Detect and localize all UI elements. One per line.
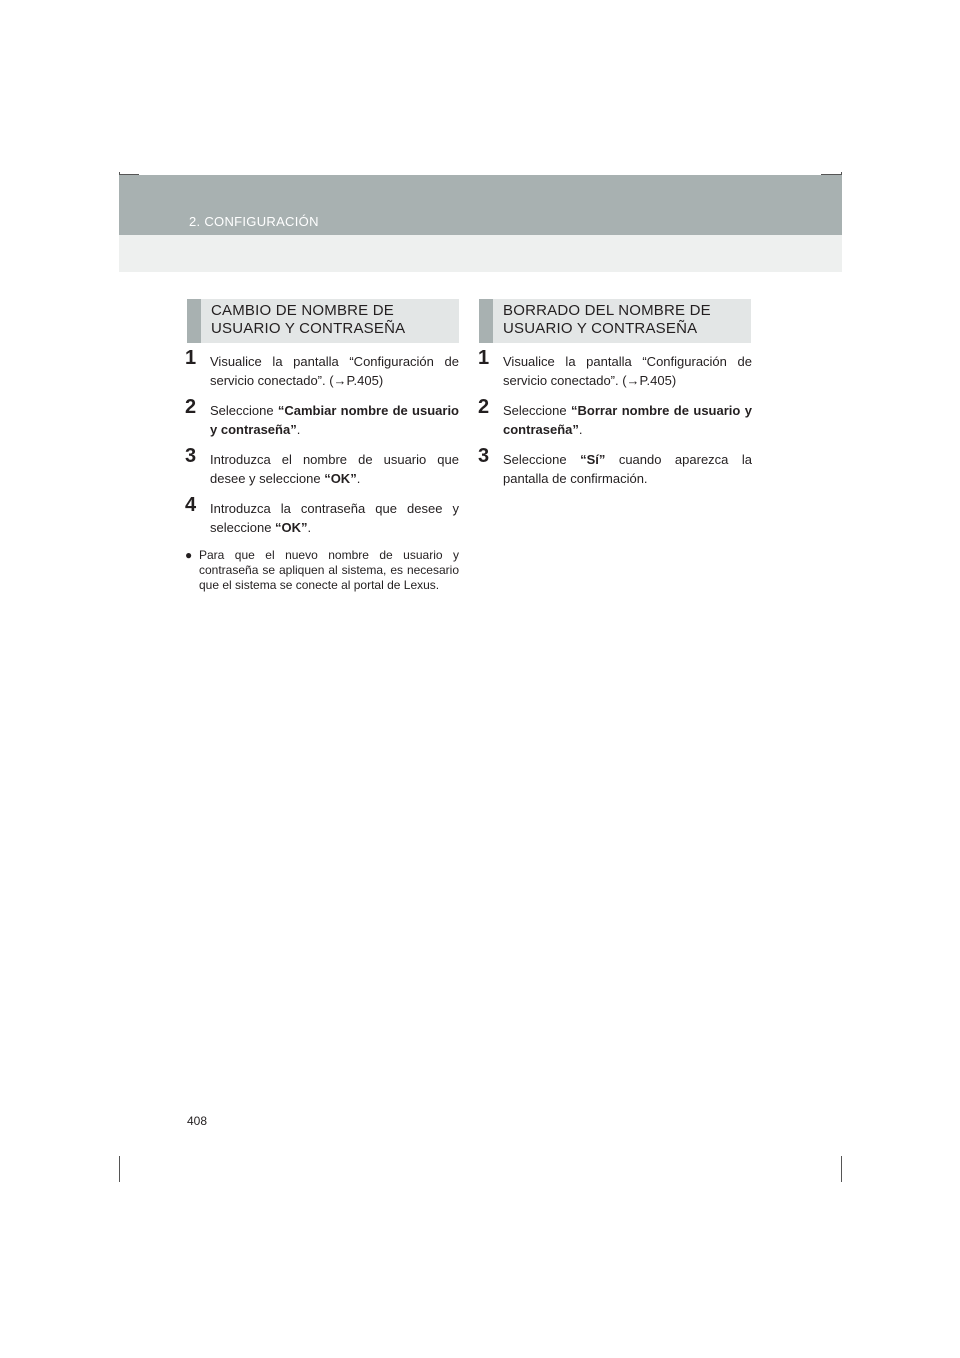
step-item	[185, 347, 459, 390]
step-number: 4	[185, 494, 197, 516]
heading-accent-bar	[479, 299, 493, 343]
crop-mark	[119, 1156, 120, 1182]
step-number: 3	[478, 445, 490, 467]
step-number: 1	[478, 347, 490, 369]
section-title: CAMBIO DE NOMBRE DE USUARIO Y CONTRASEÑA	[211, 302, 406, 337]
step-text-end: cuando aparezca la pantalla de confirmación.	[503, 452, 752, 486]
step-option: “Cambiar nombre de usuario y contraseña”	[210, 403, 459, 437]
note-text: Para que el nuevo nombre de usuario y contraseña se apliquen al sistema, es necesario que el sistema se conecte al portal de Lexus.	[199, 548, 459, 592]
column-borrado	[478, 347, 752, 499]
header-subband	[119, 235, 842, 272]
step-text: Introduzca la contraseña que desee y seleccione	[210, 501, 459, 535]
step-text: Visualice la pantalla “Configuración de servicio conectado”. (→P.405)	[503, 354, 752, 388]
step-option: “OK”	[324, 471, 357, 486]
step-item	[185, 494, 459, 537]
step-text-end: .	[356, 471, 361, 486]
step-item	[478, 445, 752, 488]
step-number: 2	[478, 396, 490, 418]
step-number: 3	[185, 445, 197, 467]
step-text: Seleccione	[210, 403, 278, 418]
section-title: BORRADO DEL NOMBRE DE USUARIO Y CONTRASEÑA	[503, 302, 711, 337]
step-number: 2	[185, 396, 197, 418]
note-item	[185, 548, 459, 593]
section-heading-cambio	[187, 299, 459, 343]
step-option: “OK”	[275, 520, 308, 535]
step-item	[185, 396, 459, 439]
column-cambio	[185, 347, 459, 593]
step-item	[478, 347, 752, 390]
step-text-end: .	[307, 520, 312, 535]
heading-accent-bar	[187, 299, 201, 343]
step-text: Seleccione	[503, 452, 581, 467]
step-option: “Sí”	[580, 452, 606, 467]
page-number: 408	[187, 1114, 208, 1128]
chapter-title: 2. CONFIGURACIÓN	[189, 214, 319, 229]
step-number: 1	[185, 347, 197, 369]
step-text: Seleccione	[503, 403, 572, 418]
step-text: Visualice la pantalla “Configuración de servicio conectado”. (→P.405)	[210, 354, 459, 388]
bullet-icon: ●	[185, 548, 193, 562]
step-text-end: .	[578, 422, 583, 437]
header-band	[119, 175, 842, 235]
step-item	[478, 396, 752, 439]
step-text: Introduzca el nombre de usuario que desee y seleccione	[210, 452, 459, 486]
step-option: “Borrar nombre de usuario y contraseña”	[503, 403, 752, 437]
section-heading-borrado	[479, 299, 751, 343]
step-text-end: .	[296, 422, 301, 437]
crop-mark	[841, 1156, 842, 1182]
step-item	[185, 445, 459, 488]
